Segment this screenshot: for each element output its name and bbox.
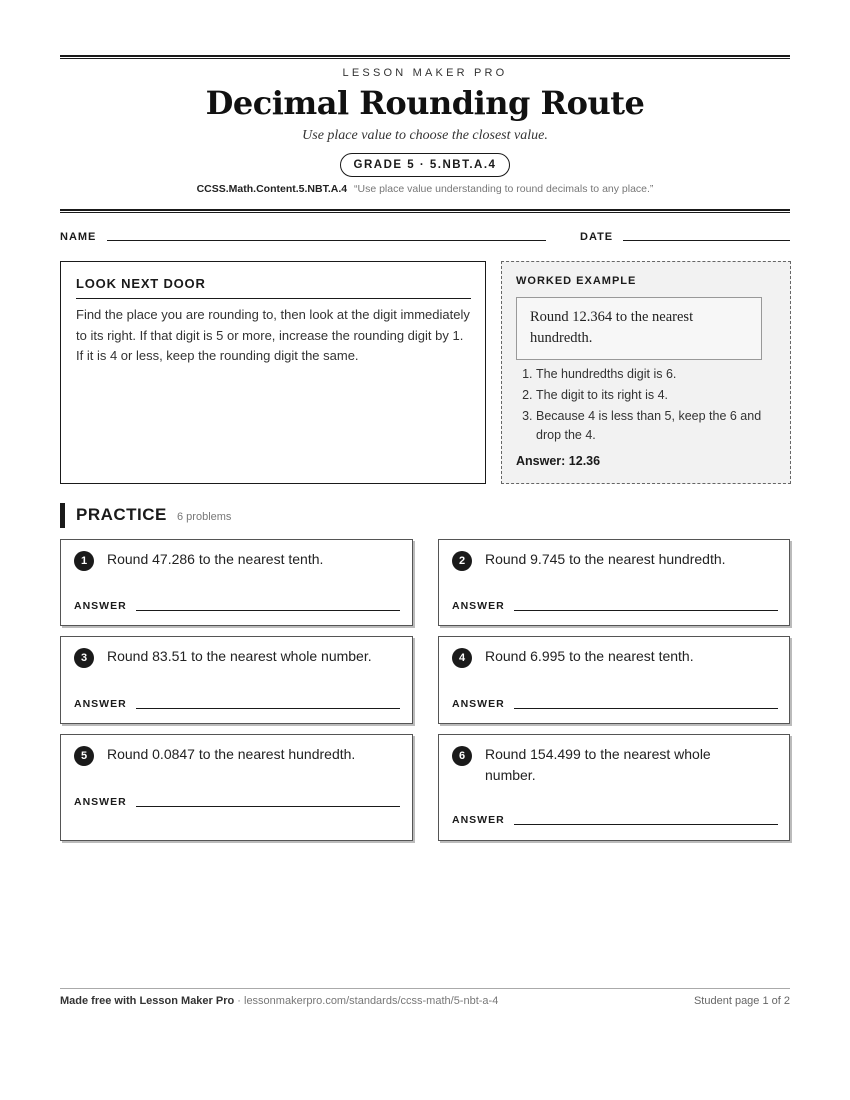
answer-field-4[interactable] bbox=[514, 708, 778, 709]
problem-card-3 bbox=[60, 636, 413, 724]
answer-label: ANSWER bbox=[452, 814, 505, 826]
worksheet-subtitle: Use place value to choose the closest value. bbox=[302, 128, 548, 143]
answer-label: ANSWER bbox=[74, 600, 127, 612]
answer-label: ANSWER bbox=[74, 698, 127, 710]
footer-rule bbox=[60, 988, 790, 989]
date-field[interactable] bbox=[623, 240, 790, 241]
problem-number-badge: 3 bbox=[74, 648, 94, 668]
footer-url-link[interactable]: lessonmakerpro.com/standards/ccss-math/5-nbt-a-4 bbox=[244, 995, 499, 1007]
problem-text: Round 154.499 to the nearest whole number. bbox=[485, 746, 711, 783]
grade-badge: GRADE 5 · 5.NBT.A.4 bbox=[340, 153, 510, 177]
look-next-door-heading: LOOK NEXT DOOR bbox=[76, 276, 206, 291]
problem-number-badge: 6 bbox=[452, 746, 472, 766]
answer-field-2[interactable] bbox=[514, 610, 778, 611]
worked-example-step: 2. The digit to its right is 4. bbox=[536, 386, 778, 405]
answer-field-1[interactable] bbox=[136, 610, 400, 611]
top-double-rule bbox=[60, 55, 790, 59]
practice-accent-bar bbox=[60, 503, 65, 528]
worked-example-step: 1. The hundredths digit is 6. bbox=[536, 365, 778, 384]
problem-text: Round 6.995 to the nearest tenth. bbox=[485, 648, 694, 664]
practice-title: PRACTICE bbox=[76, 505, 167, 524]
standard-quote: “Use place value understanding to round decimals to any place.” bbox=[354, 183, 654, 195]
answer-label: ANSWER bbox=[452, 698, 505, 710]
footer-separator: · bbox=[234, 995, 244, 1007]
problem-number-badge: 1 bbox=[74, 551, 94, 571]
answer-label: ANSWER bbox=[452, 600, 505, 612]
answer-label: ANSWER bbox=[74, 796, 127, 808]
header-bottom-double-rule bbox=[60, 209, 790, 213]
problem-card-2 bbox=[438, 539, 790, 626]
worked-example-prompt: Round 12.364 to the nearest hundredth. bbox=[516, 297, 762, 360]
name-field[interactable] bbox=[107, 240, 546, 241]
practice-count: 6 problems bbox=[177, 511, 232, 523]
problem-card-6 bbox=[438, 734, 790, 841]
problem-card-5 bbox=[60, 734, 413, 841]
footer-credit bbox=[60, 995, 498, 1007]
answer-field-3[interactable] bbox=[136, 708, 400, 709]
look-next-door-body: Find the place you are rounding to, then look at the digit immediately to its right. If that digit is 5 or more, increase the rounding digit by 1. If it is 4 or less, keep the rounding digit the same. bbox=[76, 307, 470, 363]
worksheet-title: Decimal Rounding Route bbox=[205, 84, 645, 122]
problem-number-badge: 4 bbox=[452, 648, 472, 668]
worked-example-heading: WORKED EXAMPLE bbox=[516, 275, 637, 287]
worked-example-box bbox=[501, 261, 791, 484]
problem-card-4 bbox=[438, 636, 790, 724]
standard-line bbox=[60, 183, 790, 195]
look-next-door-box bbox=[60, 261, 486, 484]
name-label: NAME bbox=[60, 231, 97, 243]
problem-number-badge: 2 bbox=[452, 551, 472, 571]
problem-text: Round 47.286 to the nearest tenth. bbox=[107, 551, 324, 567]
worked-example-steps bbox=[516, 365, 778, 447]
brand-label: LESSON MAKER PRO bbox=[342, 67, 508, 79]
worked-example-answer: Answer: 12.36 bbox=[516, 454, 601, 468]
look-next-door-divider bbox=[76, 298, 471, 299]
worked-example-step: 3. Because 4 is less than 5, keep the 6 and drop the 4. bbox=[536, 407, 778, 445]
problem-text: Round 0.0847 to the nearest hundredth. bbox=[107, 746, 356, 762]
answer-field-5[interactable] bbox=[136, 806, 400, 807]
problem-text: Round 9.745 to the nearest hundredth. bbox=[485, 551, 726, 567]
footer-page-number: Student page 1 of 2 bbox=[693, 995, 790, 1007]
worksheet-page bbox=[60, 0, 790, 1100]
answer-field-6[interactable] bbox=[514, 824, 778, 825]
standard-code: CCSS.Math.Content.5.NBT.A.4 bbox=[196, 183, 348, 195]
problem-card-1 bbox=[60, 539, 413, 626]
problem-number-badge: 5 bbox=[74, 746, 94, 766]
footer-made-with: Made free with Lesson Maker Pro bbox=[60, 995, 235, 1007]
date-label: DATE bbox=[580, 231, 614, 243]
problem-text: Round 83.51 to the nearest whole number. bbox=[107, 648, 372, 664]
